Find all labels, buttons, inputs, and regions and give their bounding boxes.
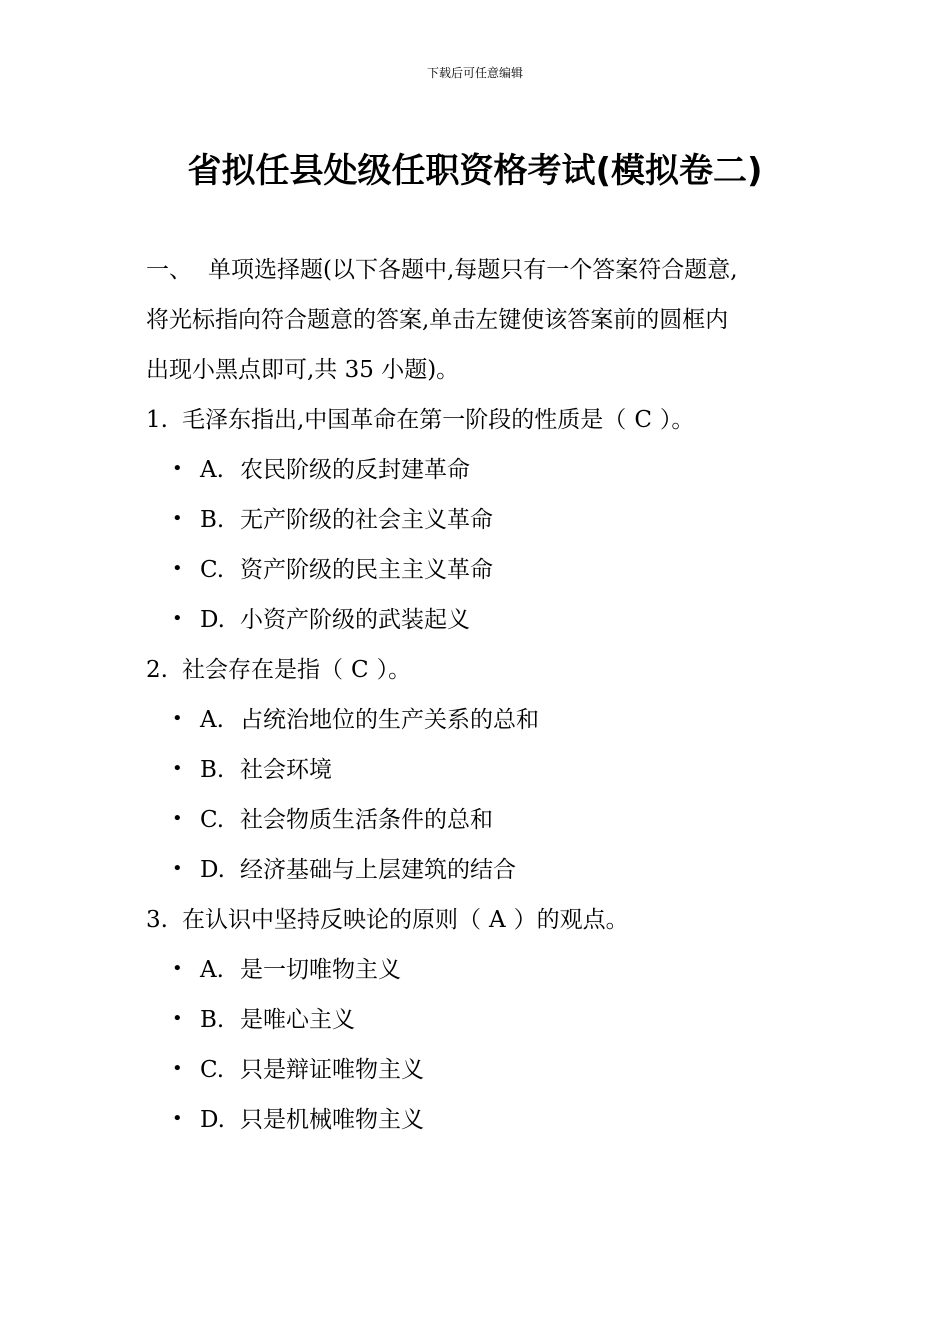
option-text: 只是辩证唯物主义 [240,1057,424,1083]
question-2-stem [146,645,826,695]
option-letter: D. [200,1107,225,1133]
bullet-icon: • [172,858,183,879]
question-stem-before: 在认识中坚持反映论的原则（ [182,907,481,933]
question-answer: C [351,657,369,683]
bullet-icon: • [172,558,183,579]
question-stem-before: 社会存在是指（ [182,657,343,683]
question-2-option-a[interactable] [146,695,826,745]
question-stem-before: 毛泽东指出,中国革命在第一阶段的性质是（ [182,407,627,433]
option-text: 无产阶级的社会主义革命 [240,507,493,533]
question-number: 1. [146,407,168,433]
exam-content [146,245,826,1145]
question-1-option-b[interactable] [146,495,826,545]
bullet-icon: • [172,1008,183,1029]
question-2-option-b[interactable] [146,745,826,795]
option-letter: B. [200,757,225,783]
option-text: 社会物质生活条件的总和 [240,807,493,833]
bullet-icon: • [172,708,183,729]
section-number: 一、 [146,257,192,283]
section-intro-text-1: 单项选择题(以下各题中,每题只有一个答案符合题意, [208,257,738,283]
option-text: 是一切唯物主义 [240,957,401,983]
option-letter: C. [200,807,225,833]
question-number: 3. [146,907,168,933]
question-3-stem [146,895,826,945]
question-1-option-c[interactable] [146,545,826,595]
question-stem-after: ）。 [376,657,412,683]
option-letter: B. [200,507,225,533]
page-header-note: 下载后可任意编辑 [426,66,523,80]
section-intro-line-2: 将光标指向符合题意的答案,单击左键使该答案前的圆框内 [146,307,729,333]
option-text: 农民阶级的反封建革命 [240,457,470,483]
bullet-icon: • [172,1108,183,1129]
option-text: 只是机械唯物主义 [240,1107,424,1133]
question-3-option-b[interactable] [146,995,826,1045]
question-3-option-d[interactable] [146,1095,826,1145]
bullet-icon: • [172,508,183,529]
question-3-option-a[interactable] [146,945,826,995]
question-answer: A [489,907,506,933]
option-text: 占统治地位的生产关系的总和 [240,707,539,733]
question-1-stem [146,395,826,445]
option-letter: D. [200,607,225,633]
bullet-icon: • [172,458,183,479]
option-text: 资产阶级的民主主义革命 [240,557,493,583]
option-text: 是唯心主义 [240,1007,355,1033]
bullet-icon: • [172,758,183,779]
option-letter: B. [200,1007,225,1033]
question-number: 2. [146,657,168,683]
option-letter: A. [200,707,224,733]
section-intro-line-3: 出现小黑点即可,共 35 小题)。 [146,357,460,383]
option-letter: C. [200,1057,225,1083]
question-answer: C [634,407,652,433]
question-stem-after: ）。 [659,407,695,433]
option-letter: A. [200,957,224,983]
option-text: 社会环境 [240,757,332,783]
option-text: 小资产阶级的武装起义 [240,607,470,633]
bullet-icon: • [172,958,183,979]
option-letter: C. [200,557,225,583]
question-2-option-c[interactable] [146,795,826,845]
bullet-icon: • [172,808,183,829]
question-1-option-a[interactable] [146,445,826,495]
document-title: 省拟任县处级任职资格考试(模拟卷二) [187,151,763,191]
section-intro-line-1 [146,245,826,295]
option-letter: D. [200,857,225,883]
question-3-option-c[interactable] [146,1045,826,1095]
bullet-icon: • [172,1058,183,1079]
option-letter: A. [200,457,224,483]
question-2-option-d[interactable] [146,845,826,895]
question-stem-after: ）的观点。 [513,907,629,933]
option-text: 经济基础与上层建筑的结合 [240,857,516,883]
bullet-icon: • [172,608,183,629]
question-1-option-d[interactable] [146,595,826,645]
